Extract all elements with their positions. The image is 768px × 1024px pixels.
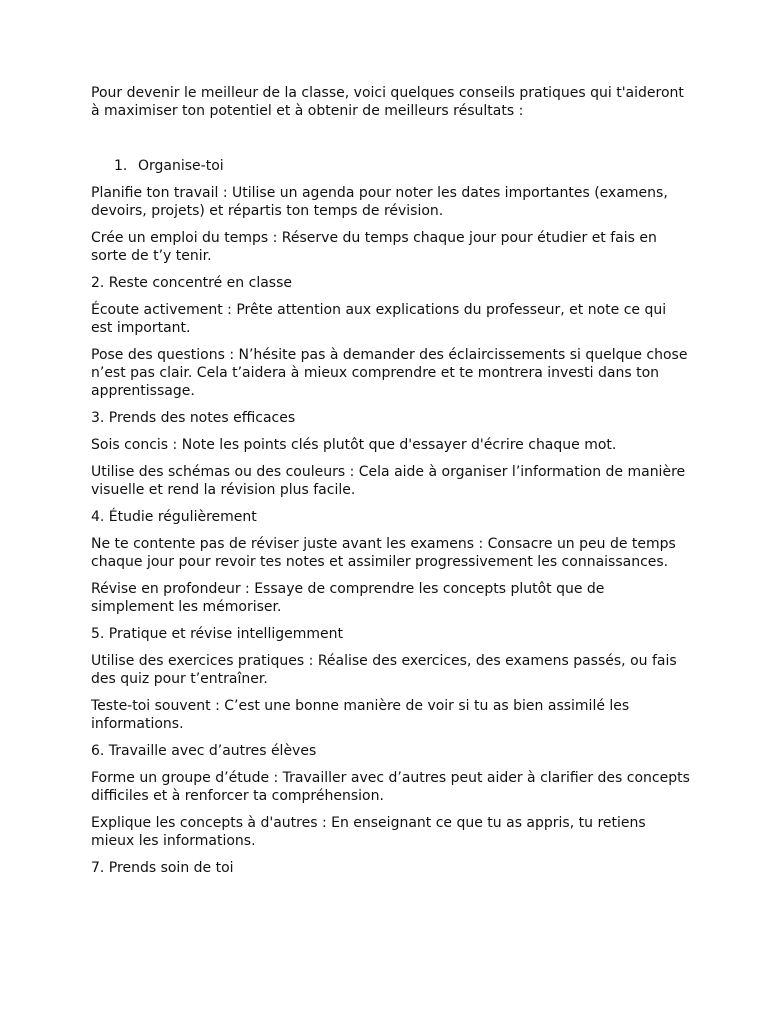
section-heading: 7. Prends soin de toi (91, 860, 234, 876)
paragraph: Utilise des exercices pratiques : Réalise des exercices, des examens passés, ou fais des quiz pour t’entraîner. (91, 653, 677, 687)
section-heading: 2. Reste concentré en classe (91, 275, 292, 291)
document-body (91, 184, 691, 886)
section-heading-1 (114, 157, 224, 175)
section-heading: 5. Pratique et révise intelligemment (91, 626, 343, 642)
paragraph: Sois concis : Note les points clés plutôt que d'essayer d'écrire chaque mot. (91, 437, 617, 453)
list-number: 1. (114, 158, 128, 174)
section-heading: 3. Prends des notes efficaces (91, 410, 296, 426)
section-heading: 6. Travaille avec d’autres élèves (91, 743, 317, 759)
intro-paragraph: Pour devenir le meilleur de la classe, voici quelques conseils pratiques qui t'aideront à maximiser ton potentiel et à obtenir de meilleurs résultats : (91, 85, 684, 119)
section-heading: 4. Étudie régulièrement (91, 509, 257, 525)
paragraph: Teste-toi souvent : C’est une bonne manière de voir si tu as bien assimilé les informations. (91, 698, 630, 732)
paragraph: Utilise des schémas ou des couleurs : Cela aide à organiser l’information de manière visuelle et rend la révision plus facile. (91, 464, 686, 498)
paragraph: Crée un emploi du temps : Réserve du temps chaque jour pour étudier et fais en sorte de t’y tenir. (91, 230, 657, 264)
paragraph: Explique les concepts à d'autres : En enseignant ce que tu as appris, tu retiens mieux les informations. (91, 815, 646, 849)
paragraph: Pose des questions : N’hésite pas à demander des éclaircissements si quelque chose n’est pas clair. Cela t’aidera à mieux comprendre et te montrera investi dans ton apprentissage. (91, 347, 688, 399)
paragraph: Ne te contente pas de réviser juste avant les examens : Consacre un peu de temps chaque jour pour revoir tes notes et assimiler progressivement les connaissances. (91, 536, 676, 570)
paragraph: Écoute activement : Prête attention aux explications du professeur, et note ce qui est important. (91, 302, 667, 336)
list-title: Organise-toi (138, 158, 224, 174)
paragraph: Révise en profondeur : Essaye de comprendre les concepts plutôt que de simplement les mémoriser. (91, 581, 605, 615)
paragraph: Planifie ton travail : Utilise un agenda pour noter les dates importantes (examens, devoirs, projets) et répartis ton temps de révision. (91, 185, 668, 219)
paragraph: Forme un groupe d’étude : Travailler avec d’autres peut aider à clarifier des concepts difficiles et à renforcer ta compréhension. (91, 770, 690, 804)
